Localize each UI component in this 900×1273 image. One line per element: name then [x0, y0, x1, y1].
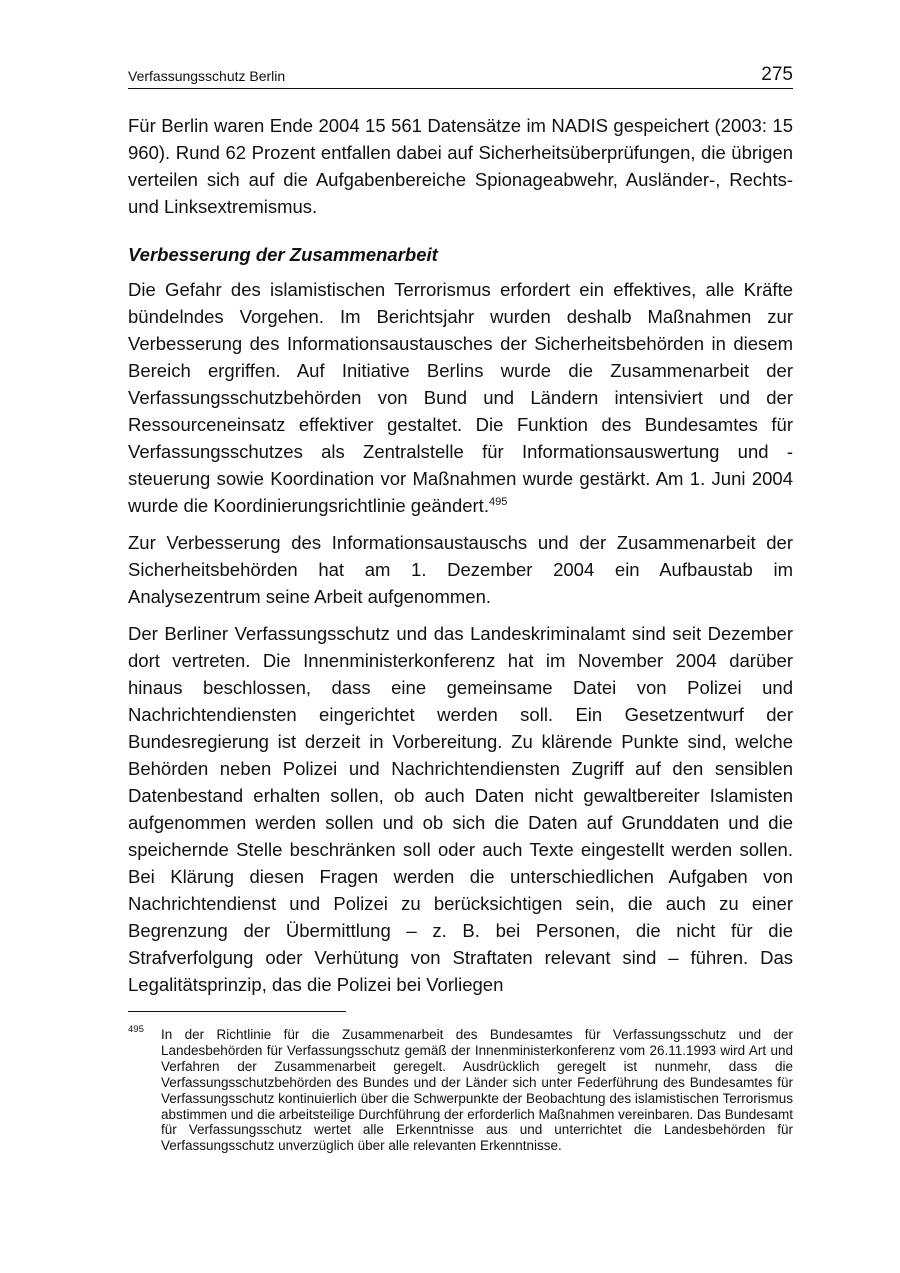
footnote-separator	[128, 1011, 346, 1012]
page-number: 275	[761, 64, 793, 85]
header-title: Verfassungsschutz Berlin	[128, 68, 286, 84]
footnote-number: 495	[128, 1024, 144, 1035]
paragraph-terrorism	[128, 276, 793, 519]
paragraph-datei: Der Berliner Verfassungsschutz und das Landeskriminalamt sind seit Dezember dort vertreten. Die Innenministerkonferenz hat im November 2004 darüber hinaus beschlossen, dass eine gemeinsame Datei von Polizei und Nachrichtendiensten eingerichtet werden soll. Ein Gesetzentwurf der Bundesregierung ist derzeit in Vorbereitung. Zu klärende Punkte sind, welche Behörden neben Polizei und Nachrichtendiensten Zugriff auf den sensiblen Datenbestand erhalten sollen, ob auch Daten nicht gewaltbereiter Islamisten aufgenommen werden sollen und ob sich die Daten auf Grunddaten und die speichernde Stelle beschränken soll oder auch Texte eingestellt werden sollen. Bei Klärung diesen Fragen werden die unterschiedlichen Aufgaben von Nachrichtendienst und Polizei zu berücksichtigen sein, die auch zu einer Begrenzung der Übermittlung – z. B. bei Personen, die nicht für die Strafverfolgung oder Verhütung von Straftaten relevant sind – führen. Das Legalitätsprinzip, das die Polizei bei Vorliegen	[128, 623, 793, 995]
body-text	[128, 112, 793, 1008]
section-heading: Verbesserung der Zusammenarbeit	[128, 244, 438, 265]
footnote	[128, 1024, 793, 1154]
paragraph-nadis: Für Berlin waren Ende 2004 15 561 Datensätze im NADIS gespeichert (2003: 15 960). Rund 62 Prozent entfallen dabei auf Sicherheitsüberprüfungen, die übrigen verteilen sich auf die Aufgabenbereiche Spionageabwehr, Ausländer-, Rechts- und Linksextremismus.	[128, 115, 793, 217]
paragraph-terrorism-text: Die Gefahr des islamistischen Terrorismus erfordert ein effektives, alle Kräfte bündelndes Vorgehen. Im Berichtsjahr wurden deshalb Maßnahmen zur Verbesserung des Informationsaustausches der Sicherheitsbehörden in diesem Bereich ergriffen. Auf Initiative Berlins wurde die Zusammenarbeit der Verfassungsschutzbehörden von Bund und Ländern intensiviert und der Ressourceneinsatz effektiver gestaltet. Die Funktion des Bundesamtes für Verfassungsschutzes als Zentralstelle für Informationsauswertung und -steuerung sowie Koordination vor Maßnahmen wurde gestärkt. Am 1. Juni 2004 wurde die Koordinierungsrichtlinie geändert.	[128, 279, 793, 516]
running-header	[128, 60, 793, 89]
footnote-reference[interactable]: 495	[488, 496, 508, 508]
paragraph-aufbaustab: Zur Verbesserung des Informationsaustauschs und der Zusammenarbeit der Sicherheitsbehörden hat am 1. Dezember 2004 ein Aufbaustab im Analysezentrum seine Arbeit aufgenommen.	[128, 532, 793, 607]
footnote-text: In der Richtlinie für die Zusammenarbeit des Bundesamtes für Verfassungsschutz und der Landesbehörden für Verfassungsschutz gemäß der Innenministerkonferenz vom 26.11.1993 wird Art und Verfahren der Zusammenarbeit geregelt. Ausdrücklich geregelt ist nunmehr, dass die Verfassungsschutzbehörden des Bundes und der Länder sich unter Federführung des Bundesamtes für Verfassungsschutz kontinuierlich über die Schwerpunkte der Beobachtung des islamistischen Terrorismus abstimmen und die arbeitsteilige Durchführung der erforderlich Maßnahmen vereinbaren. Das Bundesamt für Verfassungsschutz wertet alle Erkenntnisse aus und unterrichtet die Landesbehörden für Verfassungsschutz unverzüglich über alle relevanten Erkenntnisse.	[161, 1027, 793, 1154]
